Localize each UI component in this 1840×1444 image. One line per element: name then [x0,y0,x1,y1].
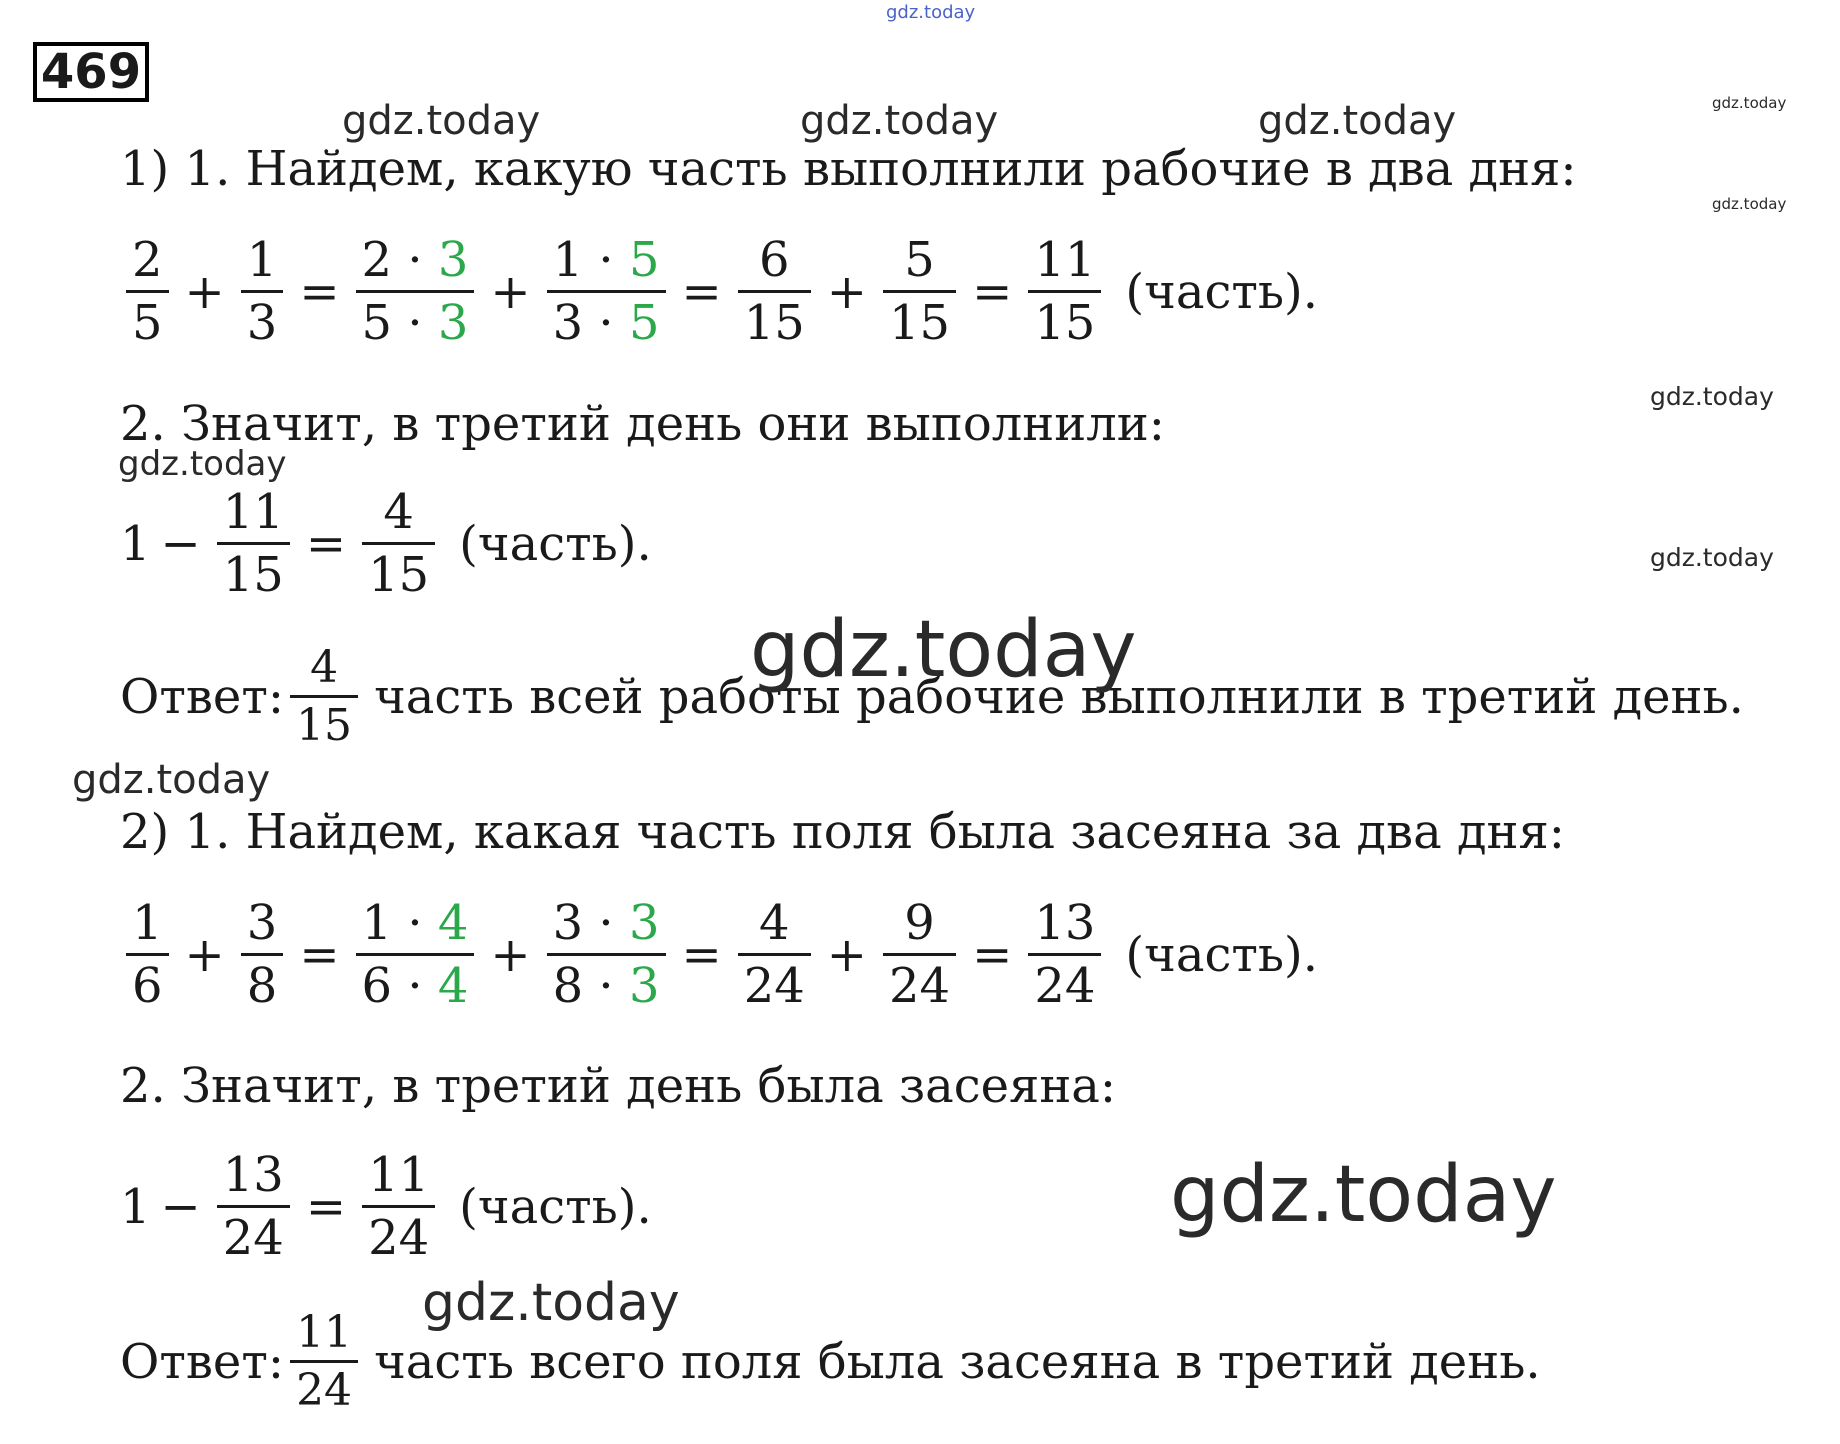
fraction: $\frac{2 \cdot 3}{5 \cdot 3}$ [356,230,475,353]
answer-label: Ответ: [120,668,285,725]
watermark: gdz.today [1170,1150,1557,1240]
fraction: $\frac{6}{15}$ [738,230,811,353]
unit-label: (часть). [1125,926,1319,983]
watermark: gdz.today [1650,543,1774,572]
watermark: gdz.today [342,98,541,144]
answer-fraction: $\frac{11}{24}$ [290,1305,358,1418]
watermark: gdz.today [118,444,287,484]
fraction: $\frac{1 \cdot 5}{3 \cdot 5}$ [547,230,666,353]
fraction: $\frac{13}{24}$ [217,1145,290,1268]
fraction: $\frac{4}{15}$ [362,482,435,605]
part1-equation2: 1 − $\frac{11}{15}$ = $\frac{4}{15}$ (часть). [120,484,652,603]
part2-answer [120,1305,1541,1418]
watermark: gdz.today [886,2,976,23]
fraction: $\frac{11}{24}$ [362,1145,435,1268]
fraction: $\frac{1}{6}$ [126,893,169,1016]
watermark: gdz.today [1258,98,1457,144]
fraction: $\frac{9}{24}$ [883,893,956,1016]
fraction: $\frac{3}{8}$ [241,893,284,1016]
part1-equation1: $\frac{2}{5}$ + $\frac{1}{3}$ = $\frac{2 \cdot 3}{5 \cdot 3}$ + $\frac{1 \cdot 5}{3 \cdot 5}$ = $\frac{6}{15}$ + $\frac{5}{15}$ = $\frac{11}{15}$ (часть). [120,230,1318,353]
part2-equation1: $\frac{1}{6}$ + $\frac{3}{8}$ = $\frac{1 \cdot 4}{6 \cdot 4}$ + $\frac{3 \cdot 3}{8 \cdot 3}$ = $\frac{4}{24}$ + $\frac{9}{24}$ = $\frac{13}{24}$ (часть). [120,893,1318,1016]
part2-step1: 2) 1. Найдем, какая часть поля была засеяна за два дня: [120,804,1565,860]
watermark: gdz.today [1712,94,1787,112]
fraction: $\frac{1 \cdot 4}{6 \cdot 4}$ [356,893,475,1016]
watermark: gdz.today [422,1273,680,1333]
answer-fraction: $\frac{4}{15}$ [290,640,358,753]
watermark: gdz.today [1650,382,1774,411]
watermark: gdz.today [1712,195,1787,213]
fraction: $\frac{13}{24}$ [1028,893,1101,1016]
part1-step2: 2. Значит, в третий день они выполнили: [120,396,1165,452]
fraction: $\frac{5}{15}$ [883,230,956,353]
watermark: gdz.today [750,605,1137,695]
answer-text: часть всего поля была засеяна в третий день. [374,1333,1541,1390]
part2-step2: 2. Значит, в третий день была засеяна: [120,1058,1117,1114]
part1-step1: 1) 1. Найдем, какую часть выполнили рабочие в два дня: [120,141,1577,197]
watermark: gdz.today [72,757,271,803]
problem-number: 469 [33,42,149,102]
fraction: $\frac{3 \cdot 3}{8 \cdot 3}$ [547,893,666,1016]
fraction: $\frac{1}{3}$ [241,230,284,353]
fraction: $\frac{4}{24}$ [738,893,811,1016]
answer-label: Ответ: [120,1333,285,1390]
fraction: $\frac{11}{15}$ [1028,230,1101,353]
fraction: $\frac{2}{5}$ [126,230,169,353]
answer-text: часть всей работы рабочие выполнили в третий день. [374,668,1744,725]
fraction: $\frac{11}{15}$ [217,482,290,605]
watermark: gdz.today [800,98,999,144]
part2-equation2: 1 − $\frac{13}{24}$ = $\frac{11}{24}$ (часть). [120,1147,652,1266]
unit-label: (часть). [459,1178,652,1235]
unit-label: (часть). [1125,263,1319,320]
unit-label: (часть). [459,515,652,572]
